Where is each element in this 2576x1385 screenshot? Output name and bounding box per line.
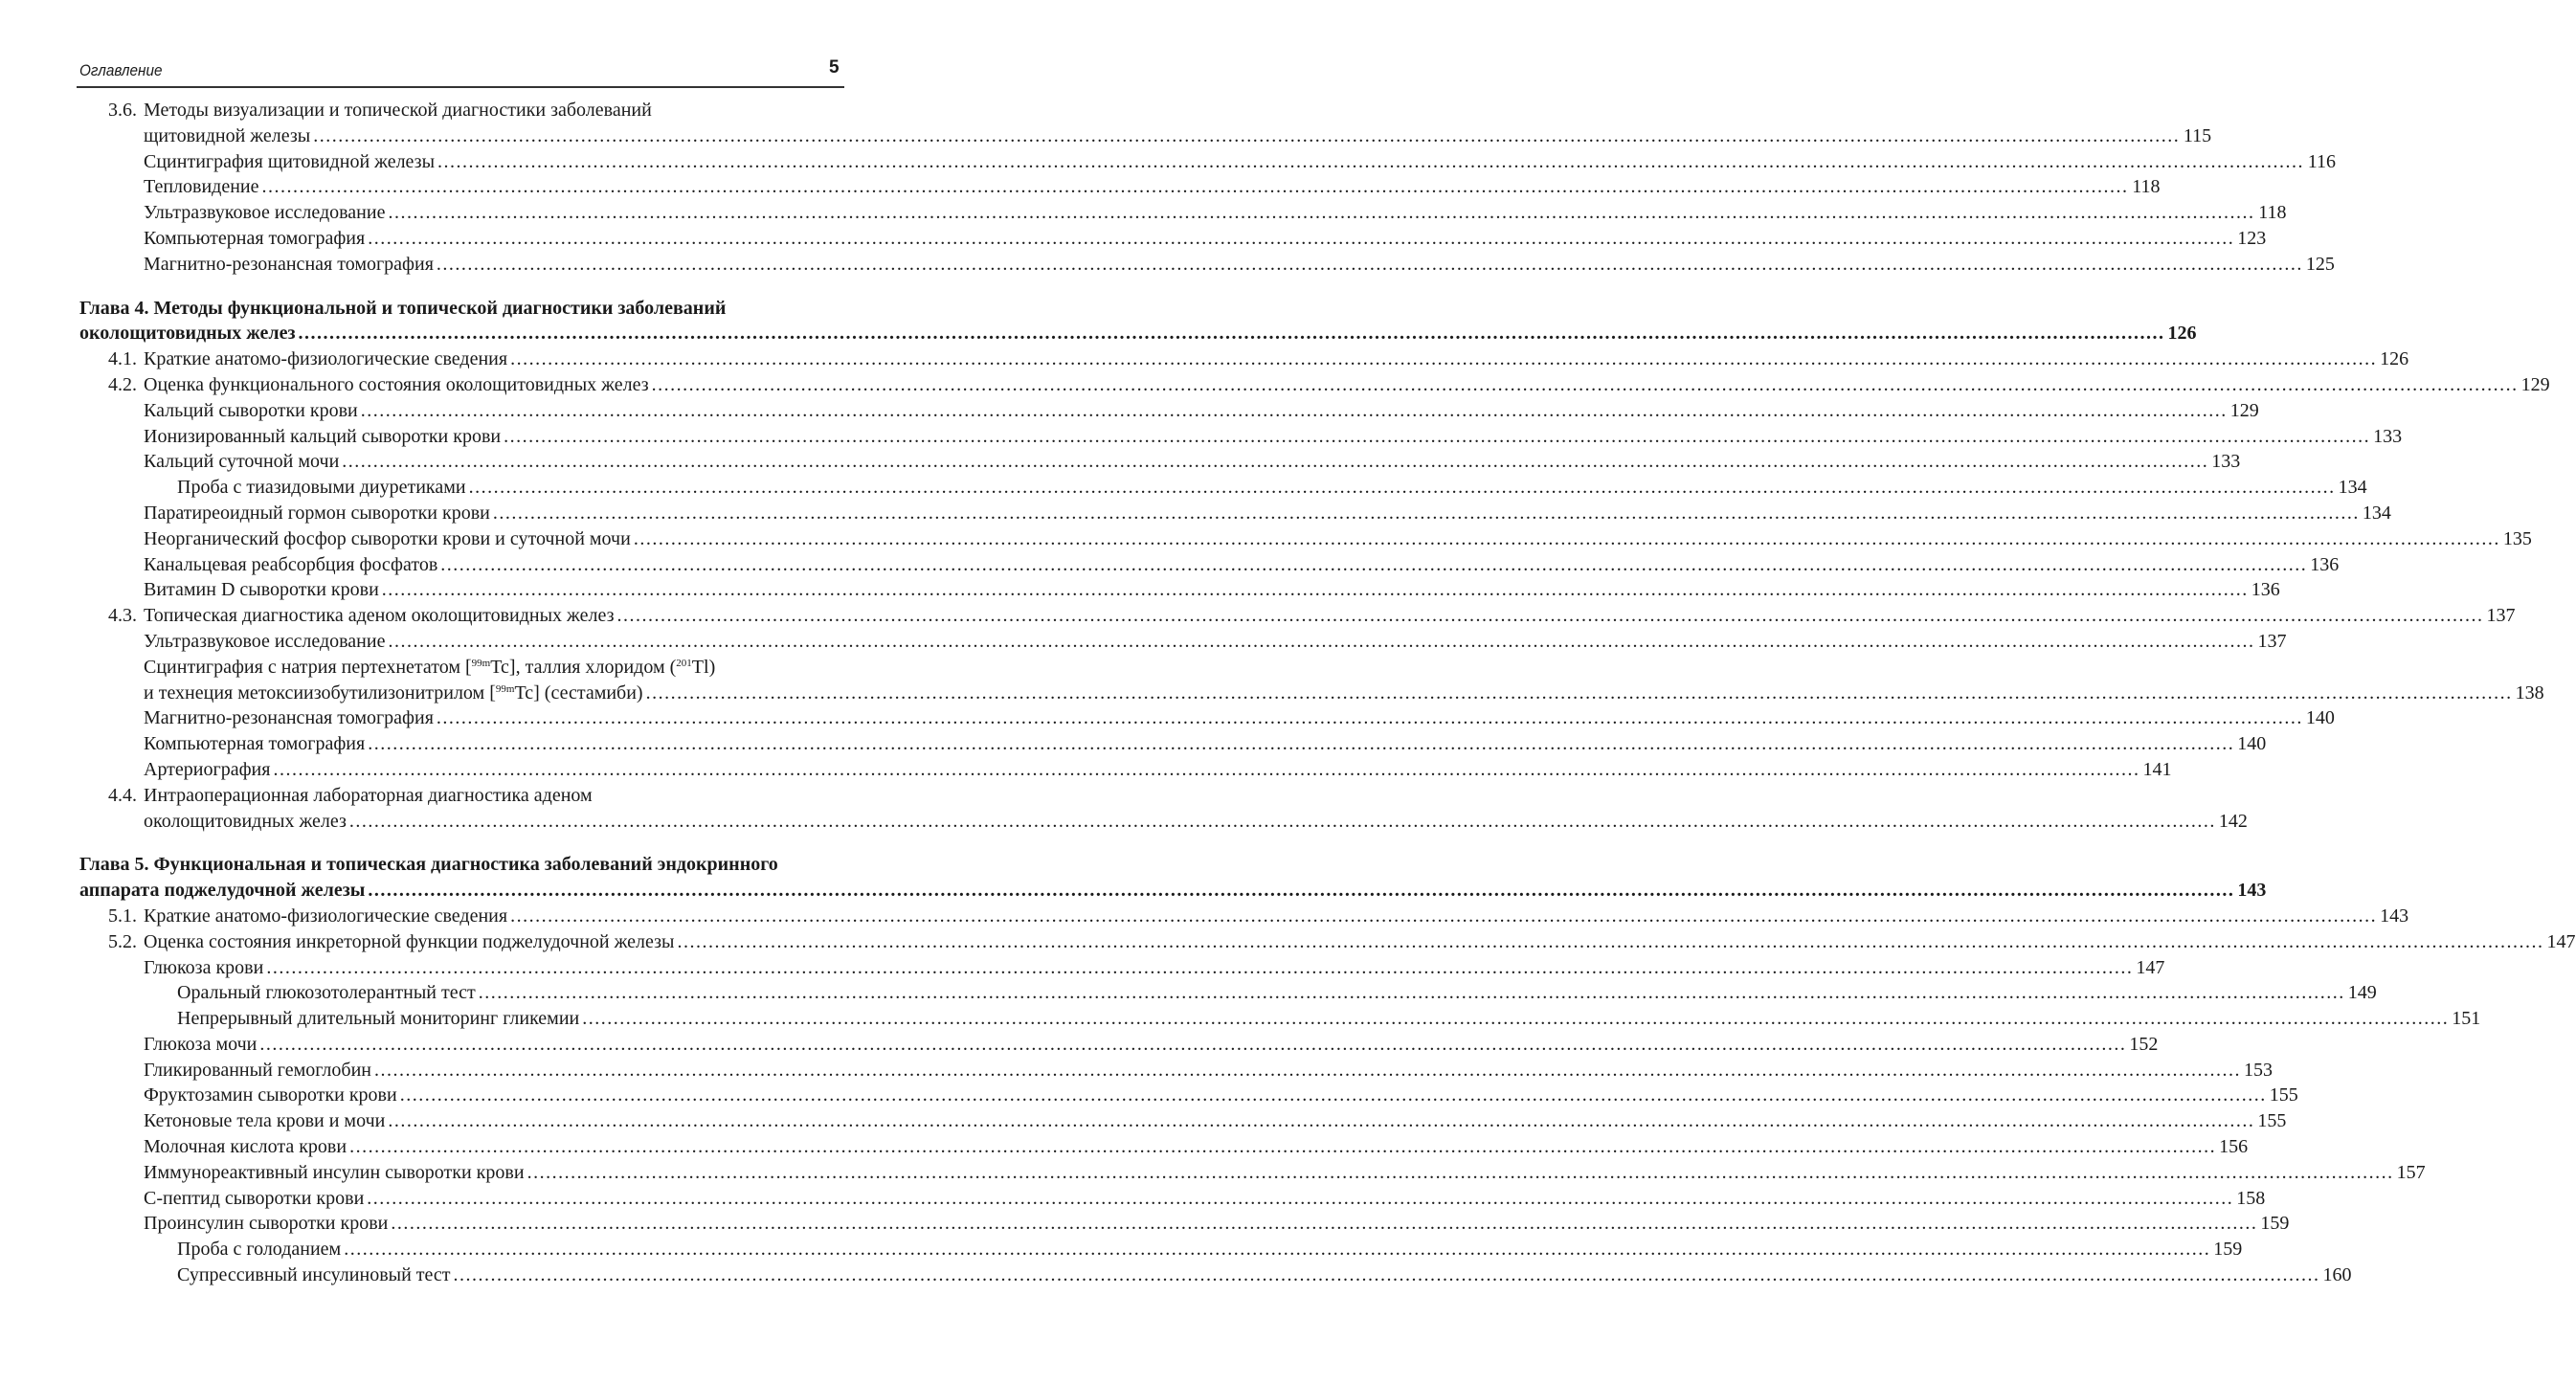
isotope-superscript: 99m [495, 682, 515, 695]
toc-entry-title: Компьютерная томография [144, 227, 366, 249]
toc-page-number: 135 [2502, 527, 2532, 549]
toc-entry-title: 4.4. Интраоперационная лабораторная диагностика аденом [108, 784, 593, 806]
leader-dots: ............................................................................................................................................................................................................................................................................................................ [367, 1187, 2234, 1209]
leader-dots: ............................................................................................................................................................................................................................................................................................................ [453, 1264, 2320, 1286]
leader-dots: ............................................................................................................................................................................................................................................................................................................ [273, 758, 2140, 780]
toc-page-number: 140 [2237, 733, 2267, 755]
toc-entry-title: щитовидной железы [144, 124, 311, 146]
toc-entry [79, 630, 2287, 657]
leader-dots: ............................................................................................................................................................................................................................................................................................................ [368, 880, 2235, 902]
toc-entry [79, 784, 2248, 837]
leader-dots: ............................................................................................................................................................................................................................................................................................................ [344, 1239, 2211, 1261]
leader-dots: ............................................................................................................................................................................................................................................................................................................ [348, 810, 2216, 832]
toc-entry [79, 758, 2172, 785]
toc-entry-title: Кальций суточной мочи [144, 451, 340, 473]
toc-entry [79, 202, 2287, 228]
toc-entry-title: Глава 4. Методы функциональной и топической диагностики заболеваний [79, 297, 727, 319]
toc-page-number: 152 [2129, 1033, 2159, 1055]
leader-dots: ............................................................................................................................................................................................................................................................................................................ [645, 681, 2513, 704]
section-number: 5.2. [108, 930, 137, 952]
toc-entry [79, 502, 2391, 528]
toc-page-number: 116 [2307, 150, 2337, 172]
toc-entry [79, 150, 2337, 177]
toc-page-number: 126 [2380, 348, 2409, 370]
toc-entry [79, 399, 2259, 426]
section-number: 3.6. [108, 100, 137, 121]
toc-entry [79, 348, 2409, 374]
leader-dots: ............................................................................................................................................................................................................................................................................................................ [526, 1161, 2394, 1183]
leader-dots: ............................................................................................................................................................................................................................................................................................................ [388, 202, 2255, 224]
leader-dots: ............................................................................................................................................................................................................................................................................................................ [391, 1213, 2258, 1235]
toc-entry [79, 605, 2516, 631]
toc-entry-title: Канальцевая реабсорбция фосфатов [144, 553, 438, 575]
toc-entry-title: Глюкоза мочи [144, 1033, 258, 1055]
leader-dots: ............................................................................................................................................................................................................................................................................................................ [651, 373, 2519, 395]
toc-entry-title: Паратиреоидный гормон сыворотки крови [144, 502, 490, 524]
toc-page-number: 141 [2142, 758, 2172, 780]
toc-entry-title: Молочная кислота крови [144, 1136, 347, 1158]
leader-dots: ............................................................................................................................................................................................................................................................................................................ [360, 399, 2228, 421]
toc-page-number: 155 [2257, 1110, 2287, 1132]
toc-page-number: 125 [2305, 253, 2335, 275]
toc-page-number: 143 [2380, 905, 2409, 927]
toc-page-number: 137 [2257, 630, 2287, 652]
toc-entry [79, 930, 2576, 957]
toc-entry-title: 4.3. Топическая диагностика аденом околощитовидных желез [108, 605, 615, 627]
toc-page-number: 138 [2515, 681, 2544, 704]
running-header-title: Оглавление [79, 61, 163, 79]
toc-entry-title: и технеция метоксиизобутилизонитрилом [$^{99m}$Tc] (сестамиби) [144, 681, 643, 704]
toc-entry-title: Кетоновые тела крови и мочи [144, 1110, 386, 1132]
leader-dots: ............................................................................................................................................................................................................................................................................................................ [266, 956, 2134, 978]
toc-page-number: 118 [2132, 176, 2161, 198]
leader-dots: ............................................................................................................................................................................................................................................................................................................ [468, 477, 2336, 499]
section-number: 4.3. [108, 605, 137, 627]
toc-page-number: 159 [2260, 1213, 2290, 1235]
toc-entry-title: околощитовидных желез [79, 323, 296, 345]
toc-entry-title: Ионизированный кальций сыворотки крови [144, 425, 502, 447]
toc-entry [79, 656, 2544, 708]
toc-entry [79, 425, 2403, 452]
toc-entry [79, 253, 2335, 279]
toc-entry [79, 956, 2165, 983]
toc-page-number: 123 [2237, 227, 2267, 249]
toc-entry-title: Иммунореактивный инсулин сыворотки крови [144, 1161, 525, 1183]
toc-page-number: 129 [2229, 399, 2259, 421]
toc-page-number: 136 [2310, 553, 2340, 575]
leader-dots: ............................................................................................................................................................................................................................................................................................................ [677, 930, 2544, 952]
leader-dots: ............................................................................................................................................................................................................................................................................................................ [504, 425, 2371, 447]
leader-dots: ............................................................................................................................................................................................................................................................................................................ [259, 1033, 2127, 1055]
toc-entry-title: Фруктозамин сыворотки крови [144, 1084, 397, 1106]
toc-entry [79, 100, 2212, 151]
toc-entry-title: Ультразвуковое исследование [144, 202, 386, 224]
leader-dots: ............................................................................................................................................................................................................................................................................................................ [437, 150, 2305, 172]
toc-entry-title: Гликированный гемоглобин [144, 1059, 371, 1081]
toc-entry-title: околощитовидных желез [144, 810, 347, 832]
toc-page-number: 151 [2452, 1008, 2481, 1030]
toc-entry [79, 1187, 2266, 1214]
toc-entry [79, 176, 2161, 202]
leader-dots: ............................................................................................................................................................................................................................................................................................................ [313, 124, 2181, 146]
toc-entry [79, 733, 2267, 759]
section-number: 4.1. [108, 348, 137, 370]
toc-entry [79, 527, 2532, 554]
toc-page-number: 133 [2211, 451, 2241, 473]
toc-entry-title: Витамин D сыворотки крови [144, 579, 379, 601]
toc-page-number: 158 [2236, 1187, 2266, 1209]
leader-dots: ............................................................................................................................................................................................................................................................................................................ [342, 451, 2209, 473]
toc-entry [79, 1136, 2249, 1162]
toc-entry-title: аппарата поджелудочной железы [79, 880, 366, 902]
toc-entry [79, 553, 2340, 580]
leader-dots: ............................................................................................................................................................................................................................................................................................................ [388, 1110, 2255, 1132]
toc-page-number: 155 [2269, 1084, 2298, 1106]
toc-entry-title: Магнитно-резонансная томография [144, 707, 434, 729]
toc-entry-title: Ультразвуковое исследование [144, 630, 386, 652]
leader-dots: ............................................................................................................................................................................................................................................................................................................ [616, 605, 2484, 627]
toc-entry [79, 905, 2409, 931]
toc-entry-title: 5.1. Краткие анатомо-физиологические сведения [108, 905, 508, 927]
section-number: 4.2. [108, 373, 137, 395]
toc-entry-title: Проба с тиазидовыми диуретиками [177, 477, 466, 499]
toc-page-number: 115 [2183, 124, 2212, 146]
leader-dots: ............................................................................................................................................................................................................................................................................................................ [349, 1136, 2217, 1158]
leader-dots: ............................................................................................................................................................................................................................................................................................................ [582, 1008, 2450, 1030]
leader-dots: ............................................................................................................................................................................................................................................................................................................ [388, 630, 2255, 652]
toc-page-number: 134 [2338, 477, 2367, 499]
toc-page-number: 149 [2347, 982, 2377, 1004]
toc-entry [79, 227, 2267, 254]
toc-page-number: 140 [2305, 707, 2335, 729]
leader-dots: ............................................................................................................................................................................................................................................................................................................ [510, 348, 2378, 370]
leader-dots: ............................................................................................................................................................................................................................................................................................................ [368, 227, 2235, 249]
toc-entry [79, 854, 2267, 905]
leader-dots: ............................................................................................................................................................................................................................................................................................................ [374, 1059, 2241, 1081]
toc-page-number: 134 [2362, 502, 2391, 524]
toc-entry [79, 1110, 2287, 1136]
toc-page-number: 147 [2136, 956, 2165, 978]
toc-entry [79, 579, 2280, 605]
leader-dots: ............................................................................................................................................................................................................................................................................................................ [478, 982, 2345, 1004]
isotope-superscript: 99m [471, 657, 491, 669]
toc-page-number: 133 [2373, 425, 2403, 447]
toc-entry-title: Проинсулин сыворотки крови [144, 1213, 389, 1235]
section-number: 4.4. [108, 784, 137, 806]
toc-entry [79, 982, 2377, 1008]
toc-entry [79, 451, 2241, 477]
header-rule [77, 86, 844, 88]
toc-entry-title: 4.2. Оценка функционального состояния околощитовидных желез [108, 373, 649, 395]
toc-entry-title: Кальций сыворотки крови [144, 399, 358, 421]
toc-entry-title: 4.1. Краткие анатомо-физиологические сведения [108, 348, 508, 370]
leader-dots: ............................................................................................................................................................................................................................................................................................................ [261, 176, 2129, 198]
toc-entry [79, 1213, 2290, 1239]
toc-entry [79, 707, 2335, 733]
toc-entry-title: Магнитно-резонансная томография [144, 253, 434, 275]
toc-entry-title: Сцинтиграфия щитовидной железы [144, 150, 436, 172]
toc-entry [79, 1084, 2298, 1110]
toc-entry-title: Артериография [144, 758, 271, 780]
toc-entry [79, 1008, 2481, 1034]
isotope-superscript: 201 [676, 657, 692, 669]
toc-page-number: 153 [2244, 1059, 2273, 1081]
leader-dots: ............................................................................................................................................................................................................................................................................................................ [633, 527, 2500, 549]
leader-dots: ............................................................................................................................................................................................................................................................................................................ [436, 253, 2303, 275]
toc-entry [79, 477, 2367, 503]
section-number: 5.1. [108, 905, 137, 927]
toc-entry-title: Супрессивный инсулиновый тест [177, 1264, 451, 1286]
toc-entry-title: Тепловидение [144, 176, 259, 198]
toc-page-number: 159 [2213, 1239, 2243, 1261]
toc-page-number: 129 [2520, 373, 2550, 395]
page-number: 5 [829, 57, 840, 78]
toc-page-number: 126 [2167, 323, 2197, 345]
toc-page-number: 142 [2218, 810, 2248, 832]
toc-entry-title: Глюкоза крови [144, 956, 264, 978]
toc-entry [79, 373, 2550, 400]
toc-entry [79, 1161, 2426, 1188]
toc-entry-title: Сцинтиграфия с натрия пертехнетатом [$^{99m}$Tc], таллия хлоридом ($^{201}$Tl) [144, 656, 716, 678]
toc-page-number: 156 [2219, 1136, 2249, 1158]
leader-dots: ............................................................................................................................................................................................................................................................................................................ [399, 1084, 2267, 1106]
leader-dots: ............................................................................................................................................................................................................................................................................................................ [510, 905, 2378, 927]
toc-entry-title: Компьютерная томография [144, 733, 366, 755]
leader-dots: ............................................................................................................................................................................................................................................................................................................ [436, 707, 2303, 729]
toc-entry-title: 3.6. Методы визуализации и топической диагностики заболеваний [108, 100, 652, 121]
toc-page-number: 147 [2546, 930, 2576, 952]
toc-page-number: 157 [2396, 1161, 2426, 1183]
leader-dots: ............................................................................................................................................................................................................................................................................................................ [368, 733, 2235, 755]
toc-page-number: 143 [2237, 880, 2267, 902]
toc-entry-title: Проба с голоданием [177, 1239, 342, 1261]
toc-entry-title: Непрерывный длительный мониторинг гликемии [177, 1008, 580, 1030]
toc-page-number: 160 [2322, 1264, 2352, 1286]
table-of-contents [79, 100, 2576, 1290]
leader-dots: ............................................................................................................................................................................................................................................................................................................ [381, 579, 2249, 601]
leader-dots: ............................................................................................................................................................................................................................................................................................................ [492, 502, 2360, 524]
toc-entry-title: Глава 5. Функциональная и топическая диагностика заболеваний эндокринного [79, 854, 778, 876]
toc-page-number: 136 [2251, 579, 2280, 601]
toc-entry-title: Оральный глюкозотолерантный тест [177, 982, 476, 1004]
toc-entry [79, 1033, 2159, 1060]
toc-entry-title: С-пептид сыворотки крови [144, 1187, 365, 1209]
toc-entry-title: Неорганический фосфор сыворотки крови и суточной мочи [144, 527, 631, 549]
toc-page-number: 118 [2258, 202, 2287, 224]
leader-dots: ............................................................................................................................................................................................................................................................................................................ [298, 323, 2165, 345]
toc-entry [79, 1239, 2243, 1264]
toc-entry-title: 5.2. Оценка состояния инкреторной функции поджелудочной железы [108, 930, 675, 952]
leader-dots: ............................................................................................................................................................................................................................................................................................................ [440, 553, 2308, 575]
toc-entry [79, 1264, 2352, 1290]
toc-entry [79, 297, 2197, 349]
toc-page-number: 137 [2486, 605, 2516, 627]
toc-entry [79, 1059, 2273, 1085]
